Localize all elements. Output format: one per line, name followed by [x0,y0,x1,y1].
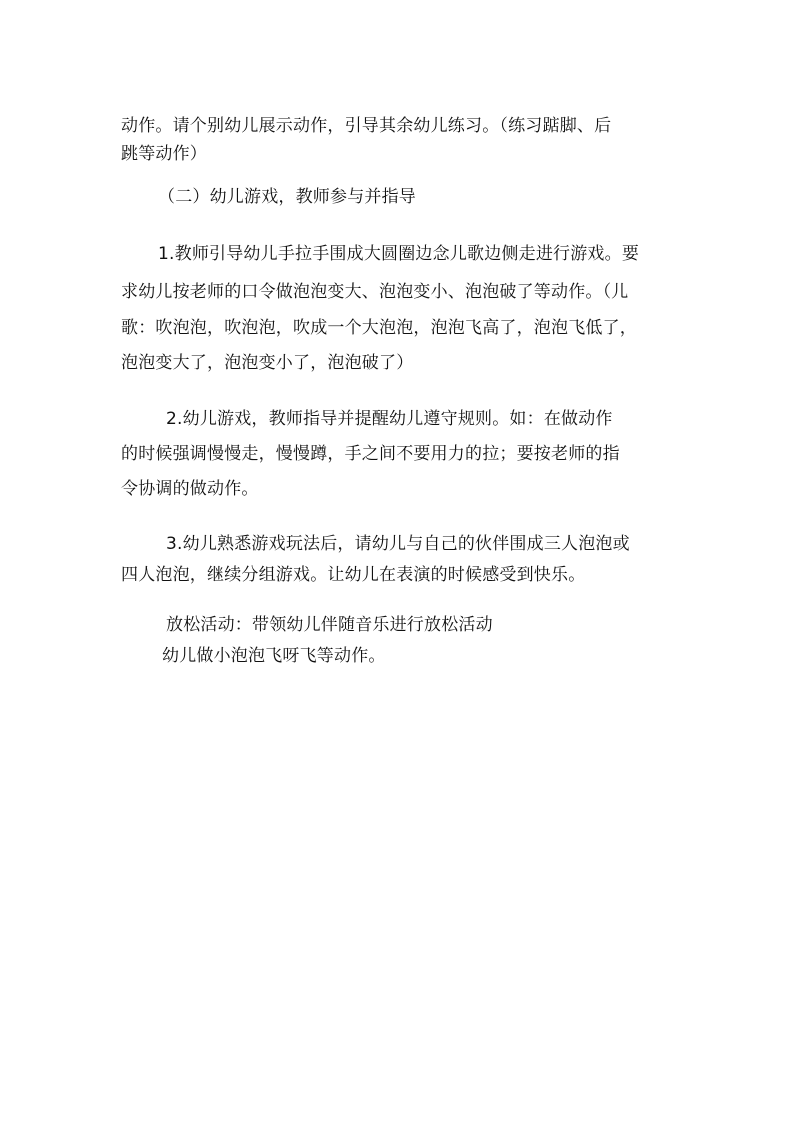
relaxation-activity-line: 放松活动：带领幼儿伴随音乐进行放松活动 [166,615,493,635]
body-text-line: 跳等动作） [121,144,207,164]
relaxation-activity-line: 幼儿做小泡泡飞呀飞等动作。 [162,646,386,666]
list-item-1-line: 1.教师引导幼儿手拉手围成大圆圈边念儿歌边侧走进行游戏。要 [158,244,640,264]
list-item-1-line: 泡泡变大了，泡泡变小了，泡泡破了） [121,353,414,373]
list-item-3-line: 3.幼儿熟悉游戏玩法后，请幼儿与自己的伙伴围成三人泡泡或 [166,534,630,554]
list-item-2-line: 令协调的做动作。 [121,479,259,499]
list-item-2-line: 2.幼儿游戏，教师指导并提醒幼儿遵守规则。如：在做动作 [166,409,613,429]
list-item-1-line: 求幼儿按老师的口令做泡泡变大、泡泡变小、泡泡破了等动作。（儿 [121,282,629,302]
body-text-line: 动作。请个别幼儿展示动作，引导其余幼儿练习。（练习踮脚、后 [121,116,612,136]
list-item-1-line: 歌：吹泡泡，吹泡泡，吹成一个大泡泡，泡泡飞高了，泡泡飞低了， [121,318,637,338]
list-item-2-line: 的时候强调慢慢走，慢慢蹲，手之间不要用力的拉；要按老师的指 [121,444,620,464]
list-item-3-line: 四人泡泡，继续分组游戏。让幼儿在表演的时候感受到快乐。 [121,565,586,585]
section-heading: （二）幼儿游戏，教师参与并指导 [158,187,416,207]
